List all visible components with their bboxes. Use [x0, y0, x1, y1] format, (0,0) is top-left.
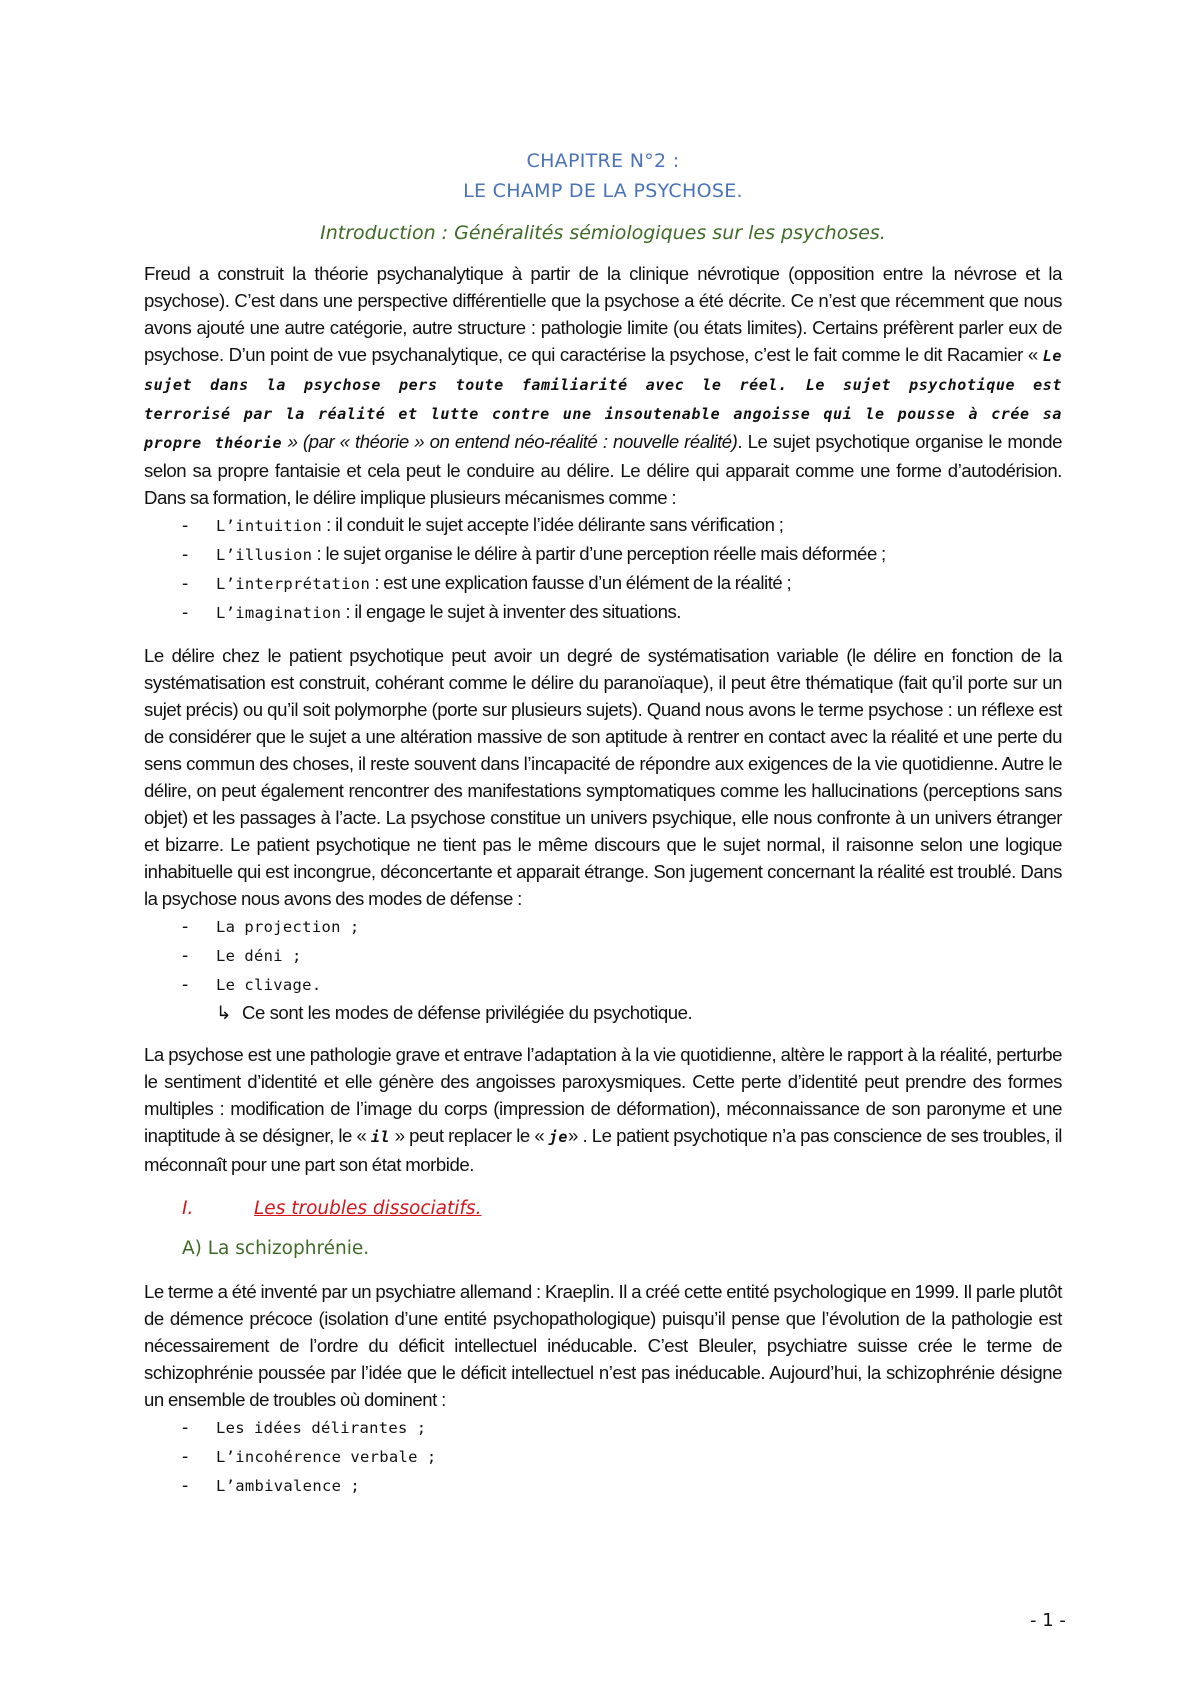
defense-note: ↳ Ce sont les modes de défense privilégiée du psychotique.: [144, 999, 1062, 1026]
pronoun-il: il: [370, 1128, 391, 1146]
pronoun-je: je: [548, 1128, 569, 1146]
paragraph-3: La psychose est une pathologie grave et entrave l’adaptation à la vie quotidienne, altère le rapport à la réalité, perturbe le sentiment d’identité et elle génère des angoisses paroxysmiques. Cette perte d’identité peut prendre des formes multiples : modification de l’image du corps (impression de déformation), méconnaissance de son paronyme et une inaptitude à se désigner, le « il » peut replacer le « je» . Le patient psychotique n’a pas conscience de ses troubles, il méconnaît pour une part son état morbide.: [144, 1044, 1062, 1175]
list-item: - L’illusion : le sujet organise le délire à partir d’une perception réelle mais déformée ;: [182, 543, 886, 564]
defenses-list: [144, 912, 1062, 999]
subsection-heading-a: A) La schizophrénie.: [182, 1238, 370, 1259]
mechanisms-list: [144, 511, 1062, 627]
chapter-title: LE CHAMP DE LA PSYCHOSE.: [463, 180, 743, 202]
arrow-return-icon: ↳: [216, 1002, 232, 1023]
symptoms-list: [144, 1413, 1062, 1500]
page-content: [144, 146, 1062, 1500]
page-number: - 1 -: [1030, 1610, 1066, 1631]
list-item: - L’intuition : il conduit le sujet accepte l’idée délirante sans vérification ;: [182, 514, 784, 535]
chapter-number: CHAPITRE N°2 :: [526, 150, 680, 172]
list-item: - L’ambivalence ;: [182, 1474, 360, 1495]
section-heading-1: I. Les troubles dissociatifs.: [182, 1198, 482, 1219]
paragraph-1: Freud a construit la théorie psychanalytique à partir de la clinique névrotique (opposition entre la névrose et la psychose). C’est dans une perspective différentielle que la psychose a été décrite. Ce n’est que récemment que nous avons ajouté une autre catégorie, autre structure : pathologie limite (ou états limites). Certains préfèrent parler eux de psychose. D’un point de vue psychanalytique, ce qui caractérise la psychose, c’est le fait comme le dit Racamier « Le sujet dans la psychose pers toute familiarité avec le réel. Le sujet psychotique est terrorisé par la réalité et lutte contre une insoutenable angoisse qui le pousse à crée sa propre théorie » (par « théorie » on entend néo-réalité : nouvelle réalité). Le sujet psychotique organise le monde selon sa propre fantaisie et cela peut le conduire au délire. Le délire qui apparait comme une forme d’autodérision. Dans sa formation, le délire implique plusieurs mécanismes comme :: [144, 263, 1062, 508]
theory-aside: » (par « théorie » on entend néo-réalité : nouvelle réalité): [282, 431, 738, 452]
list-item: - Le clivage.: [182, 973, 322, 994]
list-item: - Les idées délirantes ;: [182, 1416, 427, 1437]
paragraph-4: Le terme a été inventé par un psychiatre allemand : Kraeplin. Il a créé cette entité psychologique en 1999. Il parle plutôt de démence précoce (isolation d’une entité psychopathologique) puisqu’il pense que l’évolution de la pathologie est nécessairement de l’ordre du déficit intellectuel inéducable. C’est Bleuler, psychiatre suisse crée le terme de schizophrénie poussée par l’idée que le déficit intellectuel n’est pas inéducable. Aujourd’hui, la schizophrénie désigne un ensemble de troubles où dominent :: [144, 1281, 1062, 1410]
list-item: - L’interprétation : est une explication fausse d’un élément de la réalité ;: [182, 572, 792, 593]
list-item: - Le déni ;: [182, 944, 302, 965]
list-item: - L’imagination : il engage le sujet à inventer des situations.: [182, 601, 682, 622]
intro-heading: Introduction : Généralités sémiologiques sur les psychoses.: [320, 222, 886, 244]
list-item: - La projection ;: [182, 915, 360, 936]
racamier-quote: Le sujet dans la psychose pers toute familiarité avec le réel. Le sujet psychotique est terrorisé par la réalité et lutte contre une insoutenable angoisse qui le pousse à crée sa propre théorie: [144, 347, 1062, 452]
paragraph-2: Le délire chez le patient psychotique peut avoir un degré de systématisation variable (le délire en fonction de la systématisation est construit, cohérant comme le délire du paranoïaque), il peut être thématique (fait qu’il porte sur un sujet précis) ou qu’il soit polymorphe (porte sur plusieurs sujets). Quand nous avons le terme psychose : un réflexe est de considérer que le sujet a une altération massive de son aptitude à rentrer en contact avec la réalité et une perte du sens commun des choses, il reste souvent dans l’incapacité de répondre aux exigences de la vie quotidienne. Autre le délire, on peut également rencontrer des manifestations symptomatiques comme les hallucinations (perceptions sans objet) et les passages à l’acte. La psychose constitue un univers psychique, elle nous confronte à un univers étranger et bizarre. Le patient psychotique ne tient pas le même discours que le sujet normal, il raisonne selon une logique inhabituelle qui est incongrue, déconcertante et apparait étrange. Son jugement concernant la réalité est troublé. Dans la psychose nous avons des modes de défense :: [144, 645, 1062, 909]
list-item: - L’incohérence verbale ;: [182, 1445, 437, 1466]
